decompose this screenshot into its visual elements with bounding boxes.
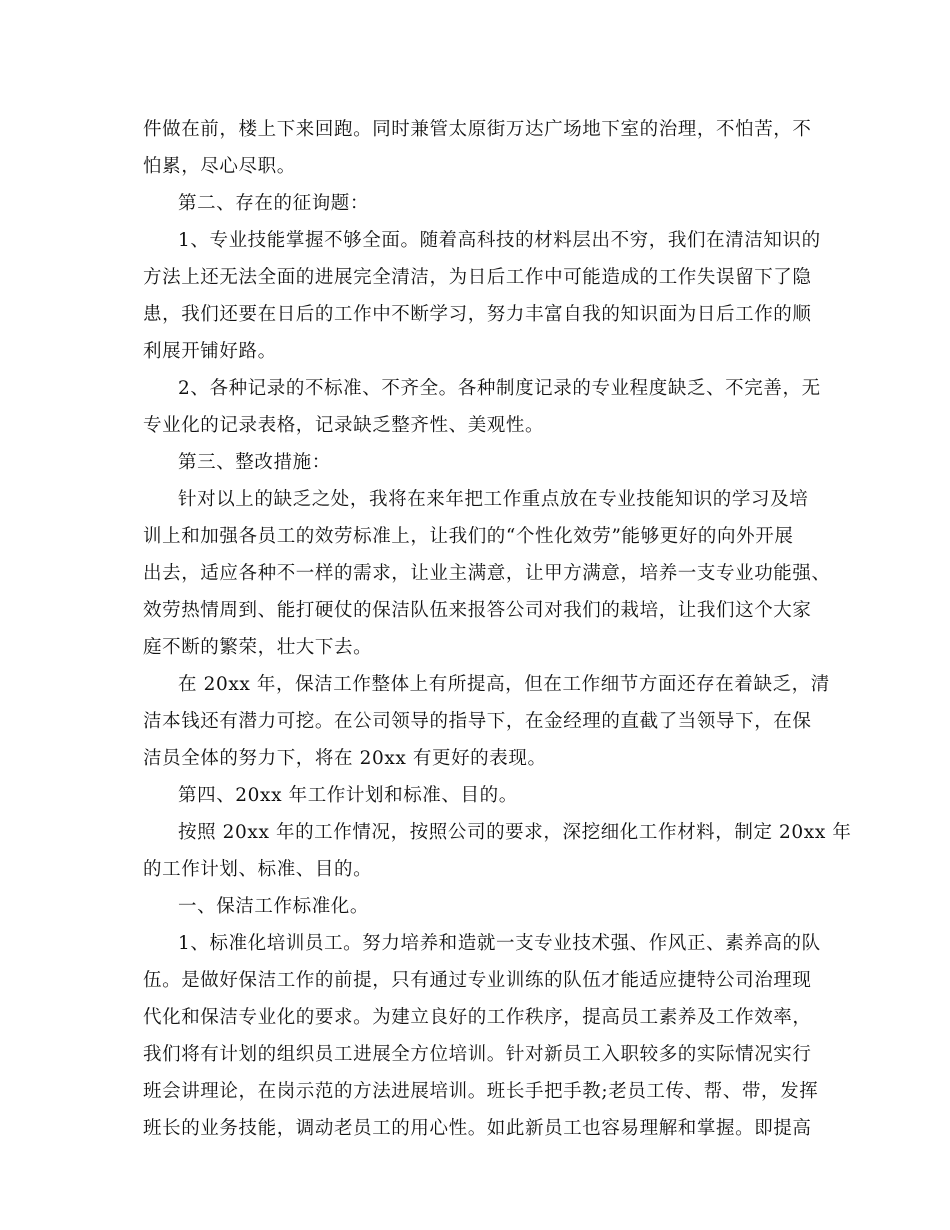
text-line: 庭不断的繁荣，壮大下去。 [143, 637, 373, 658]
section-heading: 第二、存在的征询题： [178, 193, 370, 214]
text-line: 班会讲理论，在岗示范的方法进展培训。班长手把手教;老员工传、帮、带，发挥 [143, 1081, 819, 1102]
text-line: 出去，适应各种不一样的需求，让业主满意，让甲方满意，培养一支专业功能强、 [143, 563, 831, 584]
text-line: 的工作计划、标准、目的。 [143, 859, 373, 880]
text-line: 按照 20xx 年的工作情况，按照公司的要求，深挖细化工作材料，制定 20xx 年 [178, 822, 852, 843]
text-line: 效劳热情周到、能打硬仗的保洁队伍来报答公司对我们的栽培，让我们这个大家 [143, 600, 812, 621]
text-line: 利展开铺好路。 [143, 341, 277, 362]
text-line: 代化和保洁专业化的要求。为建立良好的工作秩序，提高员工素养及工作效率， [143, 1007, 812, 1028]
section-heading: 一、保洁工作标准化。 [178, 896, 370, 917]
text-line: 1、标准化培训员工。努力培养和造就一支专业技术强、作风正、素养高的队 [178, 933, 821, 954]
text-line: 针对以上的缺乏之处，我将在来年把工作重点放在专业技能知识的学习及培 [178, 489, 809, 510]
text-line: 患，我们还要在日后的工作中不断学习，努力丰富自我的知识面为日后工作的顺 [143, 304, 812, 325]
text-line: 伍。是做好保洁工作的前提，只有通过专业训练的队伍才能适应捷特公司治理现 [143, 970, 812, 991]
text-line: 在 20xx 年，保洁工作整体上有所提高，但在工作细节方面还存在着缺乏，清 [178, 674, 830, 695]
text-line: 件做在前，楼上下来回跑。同时兼管太原街万达广场地下室的治理，不怕苦，不 [143, 119, 812, 140]
text-line: 班长的业务技能，调动老员工的用心性。如此新员工也容易理解和掌握。即提高 [143, 1118, 812, 1139]
section-heading: 第四、20xx 年工作计划和标准、目的。 [178, 785, 518, 806]
text-line: 训上和加强各员工的效劳标准上，让我们的“个性化效劳”能够更好的向外开展 [143, 526, 794, 547]
text-line: 洁本钱还有潜力可挖。在公司领导的指导下，在金经理的直截了当领导下，在保 [143, 711, 812, 732]
text-line: 2、各种记录的不标准、不齐全。各种制度记录的专业程度缺乏、不完善，无 [178, 378, 821, 399]
text-line: 方法上还无法全面的进展完全清洁，为日后工作中可能造成的工作失误留下了隐 [143, 267, 812, 288]
text-line: 洁员全体的努力下，将在 20xx 有更好的表现。 [143, 748, 547, 769]
section-heading: 第三、整改措施： [178, 452, 331, 473]
text-line: 1、专业技能掌握不够全面。随着高科技的材料层出不穷，我们在清洁知识的 [178, 230, 821, 251]
text-line: 我们将有计划的组织员工进展全方位培训。针对新员工入职较多的实际情况实行 [143, 1044, 812, 1065]
text-line: 专业化的记录表格，记录缺乏整齐性、美观性。 [143, 415, 545, 436]
text-line: 怕累，尽心尽职。 [143, 156, 296, 177]
